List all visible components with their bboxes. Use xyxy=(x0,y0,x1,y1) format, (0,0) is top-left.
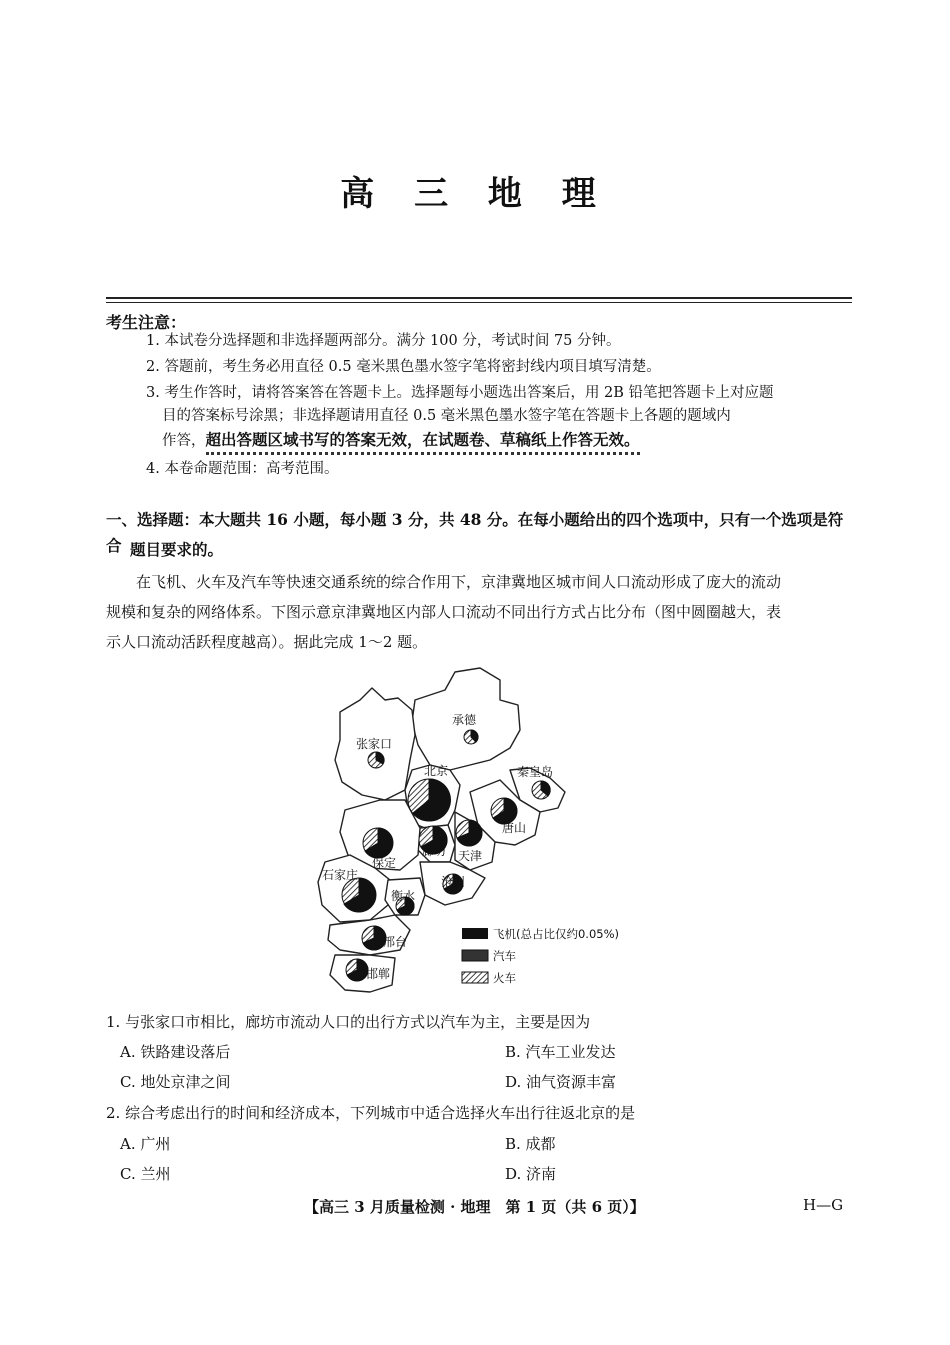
legend-swatch-plane xyxy=(462,928,488,939)
passage-line-1: 在飞机、火车及汽车等快速交通系统的综合作用下，京津冀地区城市间人口流动形成了庞大的流动 xyxy=(136,573,782,591)
notice-heading: 考生注意： xyxy=(106,313,187,332)
notice-item-3-cont: 目的答案标号涂黑；非选择题请用直径 0.5 毫米黑色墨水签字笔在答题卡上各题的题域内 xyxy=(162,408,731,424)
q1-option-a: A. 铁路建设落后 xyxy=(120,1043,231,1061)
legend-swatch-car xyxy=(462,950,488,961)
pie-zhangjiakou xyxy=(368,752,384,768)
notice-emphasis: 超出答题区域书写的答案无效，在试题卷、草稿纸上作答无效。 xyxy=(206,431,640,455)
notice-item-3: 3. 考生作答时，请将答案答在答题卡上。选择题每小题选出答案后，用 2B 铅笔把答题卡上对应题 xyxy=(146,385,774,401)
pie-shijiazhuang xyxy=(342,878,376,912)
city-label-shijiazhuang: 石家庄 xyxy=(322,868,359,882)
pie-tianjin xyxy=(456,820,482,846)
q1-option-b: B. 汽车工业发达 xyxy=(505,1043,616,1061)
q2-option-a: A. 广州 xyxy=(120,1135,171,1153)
question-1-stem: 1. 与张家口市相比，廊坊市流动人口的出行方式以汽车为主，主要是因为 xyxy=(106,1013,591,1031)
city-label-baoding: 保定 xyxy=(372,856,397,870)
question-2-stem: 2. 综合考虑出行的时间和经济成本，下列城市中适合选择火车出行往返北京的是 xyxy=(106,1104,636,1122)
q1-option-d: D. 油气资源丰富 xyxy=(505,1073,617,1091)
pie-handan xyxy=(346,959,368,981)
city-label-langfang: 廊坊 xyxy=(422,844,447,858)
header-rule xyxy=(106,297,852,299)
pie-chengde xyxy=(464,730,478,744)
map-legend xyxy=(462,927,619,985)
q2-option-b: B. 成都 xyxy=(505,1135,556,1153)
pie-beijing xyxy=(408,779,450,821)
city-label-handan: 邯郸 xyxy=(366,967,391,981)
city-label-qinhuangdao: 秦皇岛 xyxy=(517,765,554,779)
pie-baoding xyxy=(363,828,393,858)
notice-item-3-end xyxy=(162,430,872,451)
notice-line-prefix: 作答， xyxy=(162,433,206,449)
city-label-xingtai: 邢台 xyxy=(383,935,408,949)
notice-item-4: 4. 本卷命题范围：高考范围。 xyxy=(146,461,339,477)
header-rule-thin xyxy=(106,302,852,303)
page-footer: 【高三 3 月质量检测 · 地理 第 1 页（共 6 页）】 xyxy=(304,1198,645,1216)
page-title: 高 三 地 理 xyxy=(340,174,610,214)
city-label-tianjin: 天津 xyxy=(458,849,483,863)
pie-qinhuangdao xyxy=(532,781,550,799)
city-label-beijing: 北京 xyxy=(424,764,449,778)
q2-option-c: C. 兰州 xyxy=(120,1165,171,1183)
city-label-zhangjiakou: 张家口 xyxy=(356,737,393,751)
q2-option-d: D. 济南 xyxy=(505,1165,557,1183)
notice-item-1: 1. 本试卷分选择题和非选择题两部分。满分 100 分，考试时间 75 分钟。 xyxy=(146,333,621,349)
passage-line-2: 规模和复杂的网络体系。下图示意京津冀地区内部人口流动不同出行方式占比分布（图中圆圈越大，表 xyxy=(106,603,782,621)
section-heading: 一、选择题：本大题共 16 小题，每小题 3 分，共 48 分。在每小题给出的四个选项中，只有一个选项是符合 xyxy=(106,510,844,555)
paper-code: H—G xyxy=(803,1196,844,1214)
q1-option-c: C. 地处京津之间 xyxy=(120,1073,231,1091)
city-label-cangzhou: 沧州 xyxy=(441,875,466,889)
city-label-hengshui: 衡水 xyxy=(391,889,416,903)
legend-swatch-train xyxy=(462,972,488,983)
city-label-chengde: 承德 xyxy=(452,713,477,727)
notice-item-2: 2. 答题前，考生务必用直径 0.5 毫米黑色墨水签字笔将密封线内项目填写清楚。 xyxy=(146,359,661,375)
legend-plane: 飞机(总占比仅约0.05%) xyxy=(493,927,620,941)
jingjinji-travel-map xyxy=(300,660,660,1005)
legend-train: 火车 xyxy=(493,971,516,985)
passage-line-3: 示人口流动活跃程度越高）。据此完成 1～2 题。 xyxy=(106,633,428,651)
city-label-tangshan: 唐山 xyxy=(502,821,527,835)
legend-car: 汽车 xyxy=(493,949,516,963)
section-heading-cont: 题目要求的。 xyxy=(130,540,224,559)
